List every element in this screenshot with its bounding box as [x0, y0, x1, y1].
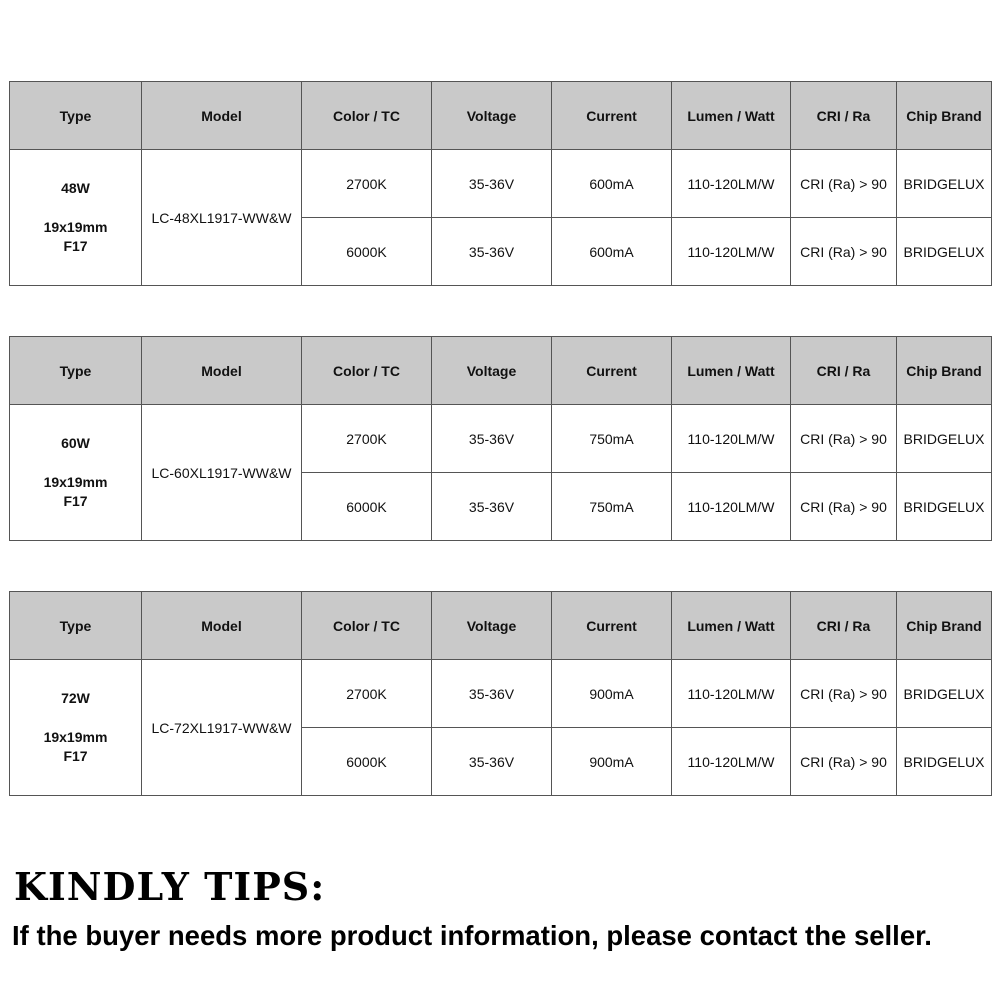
spec-table-72w	[9, 591, 992, 796]
voltage-cell: 35-36V	[432, 728, 552, 796]
type-power: 72W	[61, 690, 90, 706]
type-size: 19x19mm	[43, 729, 108, 745]
lumen-cell: 110-120LM/W	[672, 473, 791, 541]
type-cell	[10, 150, 142, 286]
header-type: Type	[10, 592, 142, 660]
header-type: Type	[10, 82, 142, 150]
header-voltage: Voltage	[432, 82, 552, 150]
cri-cell: CRI (Ra) > 90	[791, 218, 897, 286]
voltage-cell: 35-36V	[432, 660, 552, 728]
color-cell: 6000K	[302, 218, 432, 286]
cri-cell: CRI (Ra) > 90	[791, 473, 897, 541]
tips-text: If the buyer needs more product information, please contact the seller.	[12, 920, 932, 951]
header-cri-ra: CRI / Ra	[791, 337, 897, 405]
brand-cell: BRIDGELUX	[897, 473, 992, 541]
header-chip-brand: Chip Brand	[897, 592, 992, 660]
current-cell: 750mA	[552, 473, 672, 541]
spec-table-60w	[9, 336, 992, 541]
brand-cell: BRIDGELUX	[897, 660, 992, 728]
type-code: F17	[63, 238, 88, 254]
type-size: 19x19mm	[43, 219, 108, 235]
header-type: Type	[10, 337, 142, 405]
header-lumen-watt: Lumen / Watt	[672, 82, 791, 150]
type-cell	[10, 405, 142, 541]
lumen-cell: 110-120LM/W	[672, 728, 791, 796]
header-voltage: Voltage	[432, 337, 552, 405]
color-cell: 2700K	[302, 405, 432, 473]
voltage-cell: 35-36V	[432, 473, 552, 541]
color-cell: 2700K	[302, 150, 432, 218]
brand-cell: BRIDGELUX	[897, 218, 992, 286]
table-row	[10, 405, 992, 473]
type-code: F17	[63, 493, 88, 509]
current-cell: 600mA	[552, 150, 672, 218]
header-current: Current	[552, 592, 672, 660]
header-model: Model	[142, 82, 302, 150]
current-cell: 900mA	[552, 660, 672, 728]
lumen-cell: 110-120LM/W	[672, 405, 791, 473]
header-chip-brand: Chip Brand	[897, 82, 992, 150]
model-cell: LC-48XL1917-WW&W	[142, 150, 302, 286]
model-cell: LC-72XL1917-WW&W	[142, 660, 302, 796]
lumen-cell: 110-120LM/W	[672, 660, 791, 728]
header-chip-brand: Chip Brand	[897, 337, 992, 405]
current-cell: 750mA	[552, 405, 672, 473]
header-cri-ra: CRI / Ra	[791, 82, 897, 150]
type-power: 60W	[61, 435, 90, 451]
cri-cell: CRI (Ra) > 90	[791, 405, 897, 473]
header-voltage: Voltage	[432, 592, 552, 660]
table-header-row	[10, 82, 992, 150]
header-lumen-watt: Lumen / Watt	[672, 592, 791, 660]
lumen-cell: 110-120LM/W	[672, 218, 791, 286]
brand-cell: BRIDGELUX	[897, 150, 992, 218]
brand-cell: BRIDGELUX	[897, 728, 992, 796]
model-cell: LC-60XL1917-WW&W	[142, 405, 302, 541]
type-size: 19x19mm	[43, 474, 108, 490]
voltage-cell: 35-36V	[432, 150, 552, 218]
header-color-tc: Color / TC	[302, 592, 432, 660]
header-color-tc: Color / TC	[302, 82, 432, 150]
voltage-cell: 35-36V	[432, 405, 552, 473]
lumen-cell: 110-120LM/W	[672, 150, 791, 218]
cri-cell: CRI (Ra) > 90	[791, 150, 897, 218]
type-code: F17	[63, 748, 88, 764]
header-model: Model	[142, 337, 302, 405]
color-cell: 6000K	[302, 473, 432, 541]
table-row	[10, 150, 992, 218]
header-color-tc: Color / TC	[302, 337, 432, 405]
header-cri-ra: CRI / Ra	[791, 592, 897, 660]
current-cell: 600mA	[552, 218, 672, 286]
table-header-row	[10, 592, 992, 660]
brand-cell: BRIDGELUX	[897, 405, 992, 473]
type-cell	[10, 660, 142, 796]
type-power: 48W	[61, 180, 90, 196]
header-model: Model	[142, 592, 302, 660]
color-cell: 2700K	[302, 660, 432, 728]
table-header-row	[10, 337, 992, 405]
color-cell: 6000K	[302, 728, 432, 796]
voltage-cell: 35-36V	[432, 218, 552, 286]
table-row	[10, 660, 992, 728]
tips-title: KINDLY TIPS:	[14, 864, 326, 909]
cri-cell: CRI (Ra) > 90	[791, 660, 897, 728]
header-lumen-watt: Lumen / Watt	[672, 337, 791, 405]
current-cell: 900mA	[552, 728, 672, 796]
spec-table-48w	[9, 81, 992, 286]
cri-cell: CRI (Ra) > 90	[791, 728, 897, 796]
header-current: Current	[552, 337, 672, 405]
header-current: Current	[552, 82, 672, 150]
